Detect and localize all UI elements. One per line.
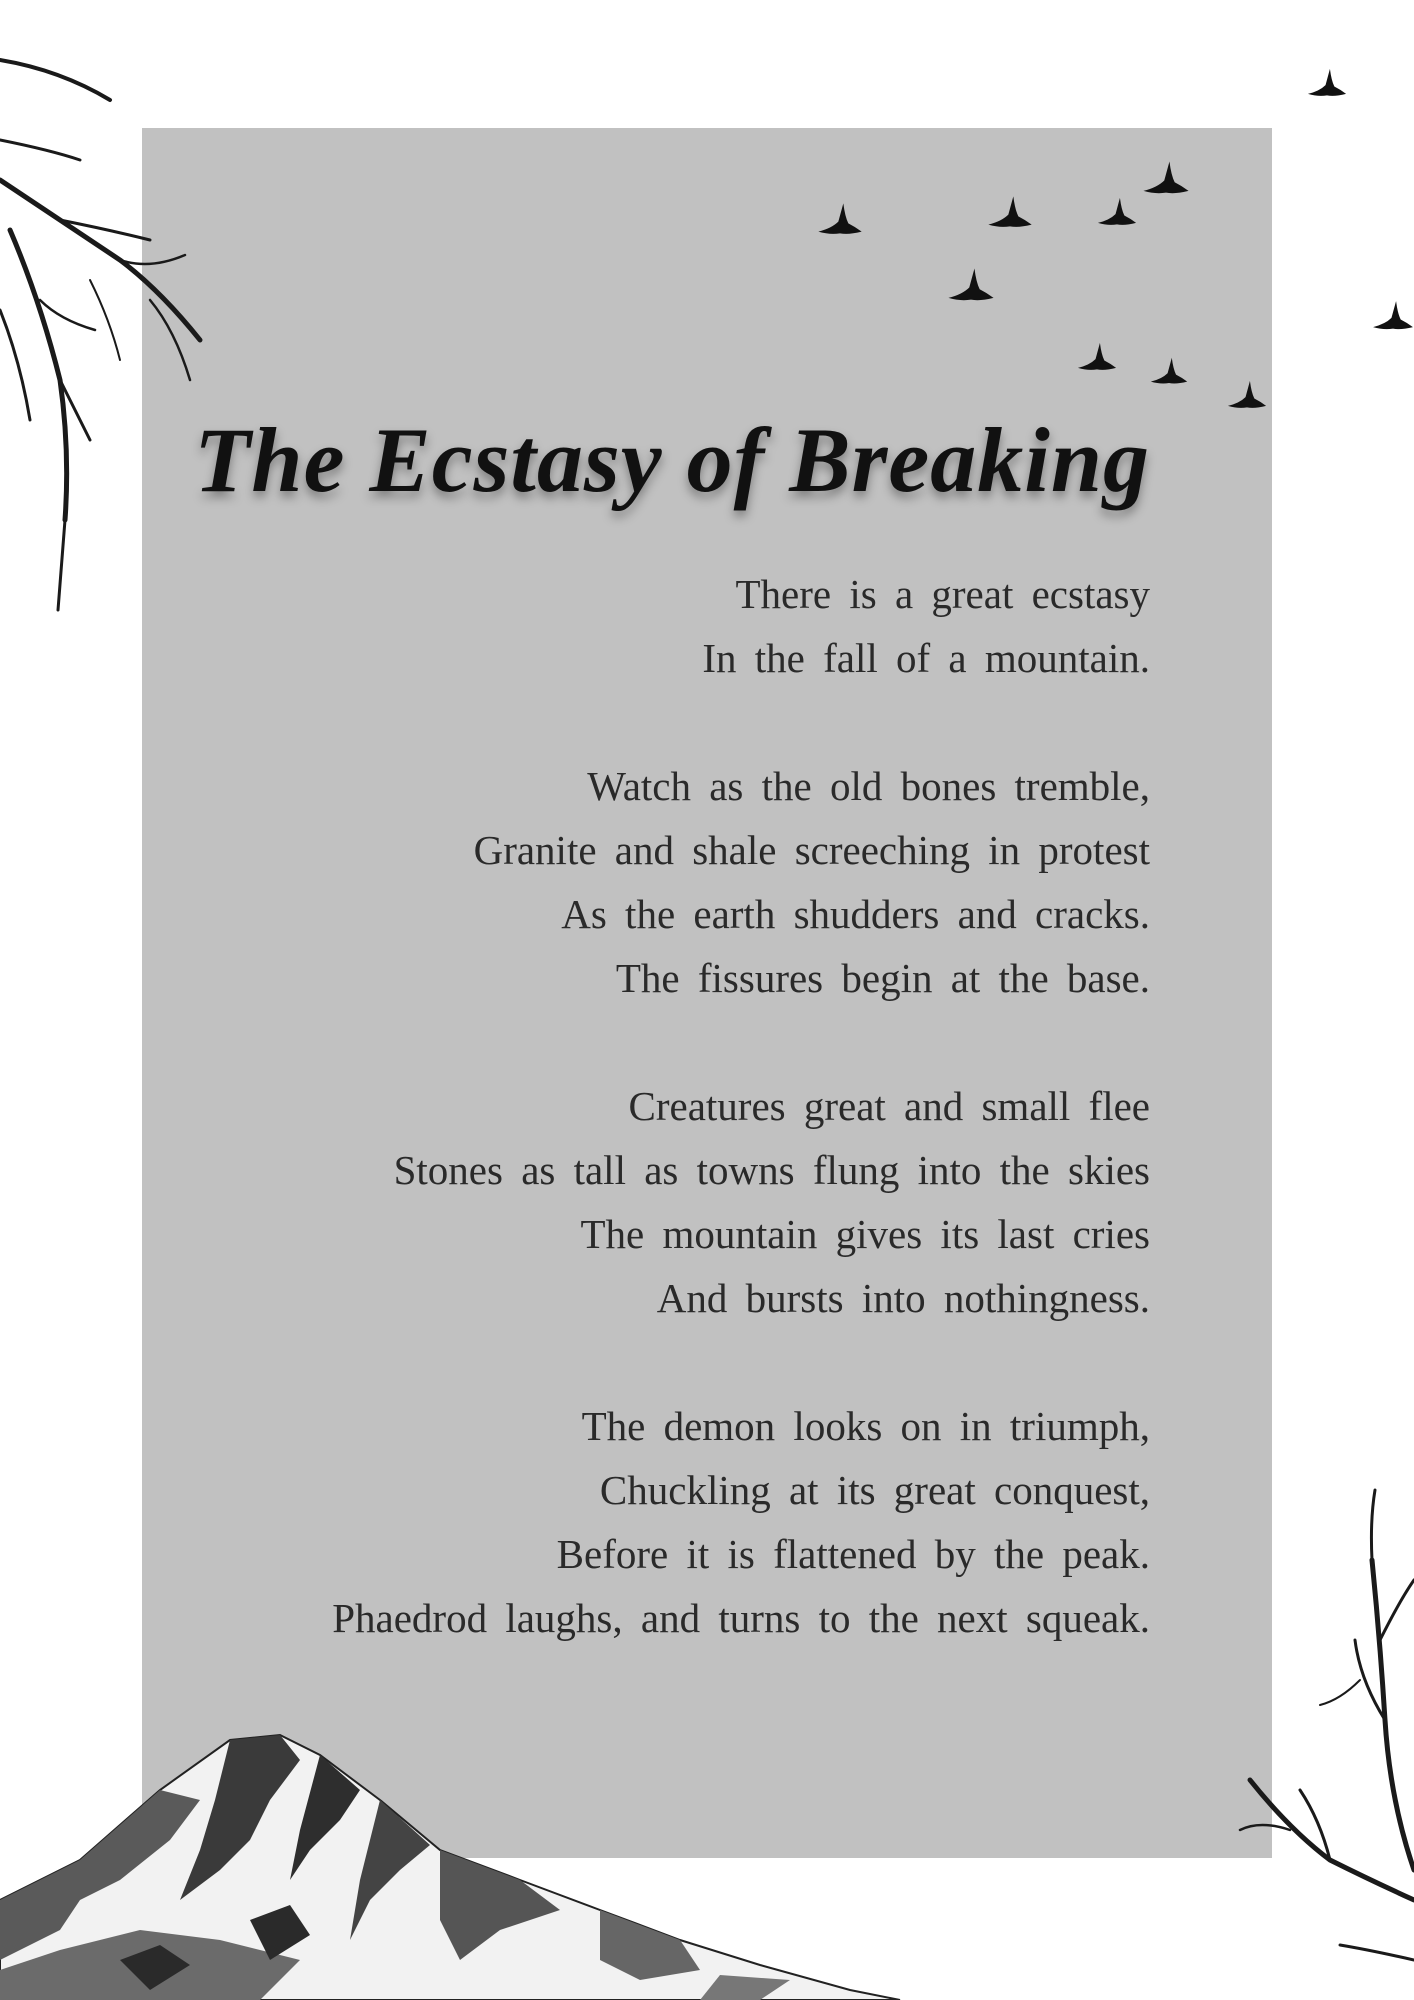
poem-line: Watch as the old bones tremble,: [587, 763, 1150, 809]
poem-line: Chuckling at its great conquest,: [599, 1467, 1150, 1513]
poem-line: Before it is flattened by the peak.: [556, 1531, 1150, 1577]
stanza-2: [160, 754, 1150, 1010]
poem-line: Creatures great and small flee: [628, 1083, 1150, 1129]
poem-line: The mountain gives its last cries: [580, 1211, 1150, 1257]
poem-line: The demon looks on in triumph,: [581, 1403, 1150, 1449]
poem-line: Phaedrod laughs, and turns to the next squeak.: [332, 1595, 1150, 1641]
poem-line: In the fall of a mountain.: [702, 635, 1150, 681]
poem-line: And bursts into nothingness.: [656, 1275, 1150, 1321]
poem-line: As the earth shudders and cracks.: [561, 891, 1150, 937]
stanza-4: [160, 1394, 1150, 1650]
poem-line: There is a great ecstasy: [735, 571, 1150, 617]
stanza-3: [160, 1074, 1150, 1330]
poem-line: Granite and shale screeching in protest: [473, 827, 1150, 873]
poem-line: Stones as tall as towns flung into the skies: [393, 1147, 1150, 1193]
stanza-1: [160, 562, 1150, 690]
poem-line: The fissures begin at the base.: [615, 955, 1150, 1001]
poem-title: The Ecstasy of Breaking: [194, 409, 1150, 511]
poem-body: [160, 562, 1150, 1714]
